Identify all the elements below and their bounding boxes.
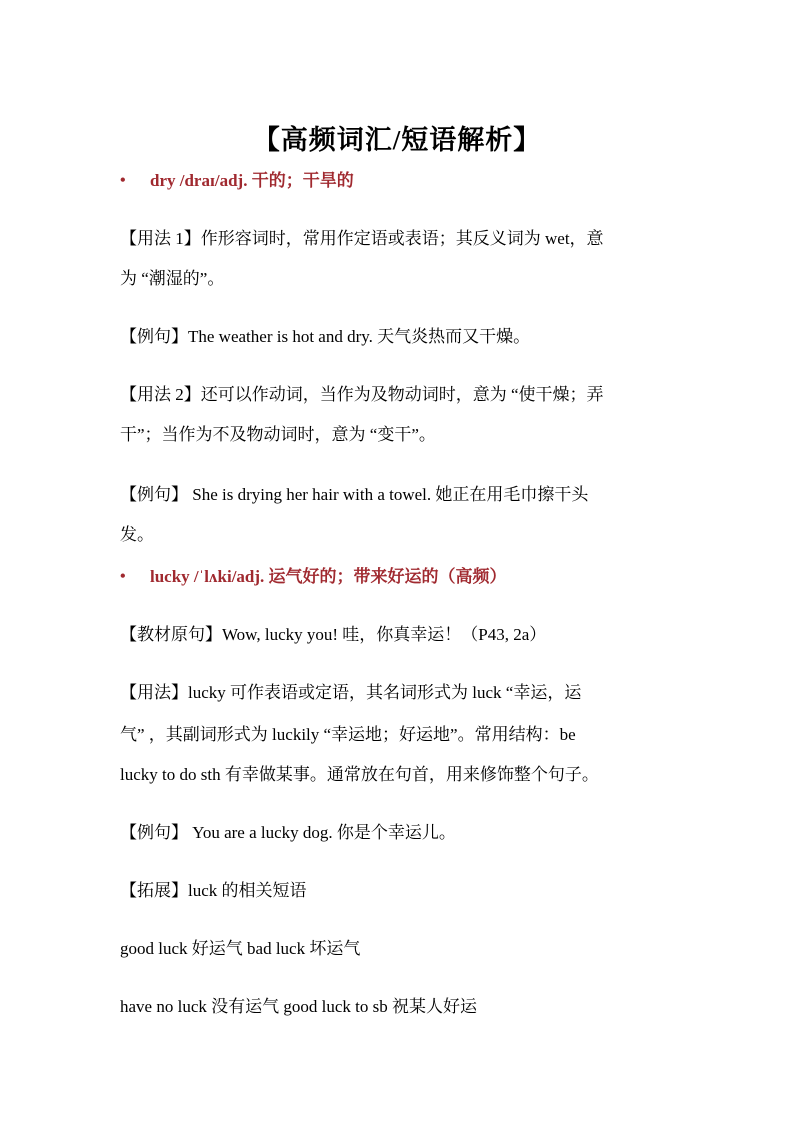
lucky-textbook-sentence: 【教材原句】Wow, lucky you! 哇，你真幸运！（P43, 2a） — [120, 625, 547, 644]
dry-usage2-line1: 【用法 2】还可以作动词，当作为及物动词时，意为 “使干燥；弄 — [120, 385, 604, 404]
lucky-usage-line2: 气” ，其副词形式为 luckily “幸运地；好运地”。常用结构：be — [120, 725, 576, 744]
dry-example1: 【例句】The weather is hot and dry. 天气炎热而又干燥。 — [120, 327, 531, 346]
phrase-row-1: good luck 好运气 bad luck 坏运气 — [120, 939, 361, 958]
page-title: 【高频词汇/短语解析】 — [252, 125, 542, 155]
phrase-row-2: have no luck 没有运气 good luck to sb 祝某人好运 — [120, 997, 477, 1016]
dry-usage2-line2: 干”；当作为不及物动词时，意为 “变干”。 — [120, 425, 436, 444]
dry-example2-line1: 【例句】 She is drying her hair with a towel. 她正在用毛巾擦干头 — [120, 485, 589, 504]
lucky-usage-line1: 【用法】lucky 可作表语或定语，其名词形式为 luck “幸运，运 — [120, 683, 582, 702]
bullet-dry: • — [120, 172, 126, 189]
lucky-example: 【例句】 You are a lucky dog. 你是个幸运儿。 — [120, 823, 456, 842]
word-heading-dry: dry /draɪ/adj. 干的；干旱的 — [150, 171, 354, 190]
lucky-usage-line3: lucky to do sth 有幸做某事。通常放在句首，用来修饰整个句子。 — [120, 765, 599, 784]
dry-usage1-line1: 【用法 1】作形容词时，常用作定语或表语；其反义词为 wet，意 — [120, 229, 604, 248]
lucky-extend: 【拓展】luck 的相关短语 — [120, 881, 307, 900]
word-heading-lucky: lucky /ˈlʌki/adj. 运气好的；带来好运的（高频） — [150, 567, 507, 586]
bullet-lucky: • — [120, 568, 126, 585]
dry-usage1-line2: 为 “潮湿的”。 — [120, 269, 225, 288]
dry-example2-line2: 发。 — [120, 525, 154, 544]
